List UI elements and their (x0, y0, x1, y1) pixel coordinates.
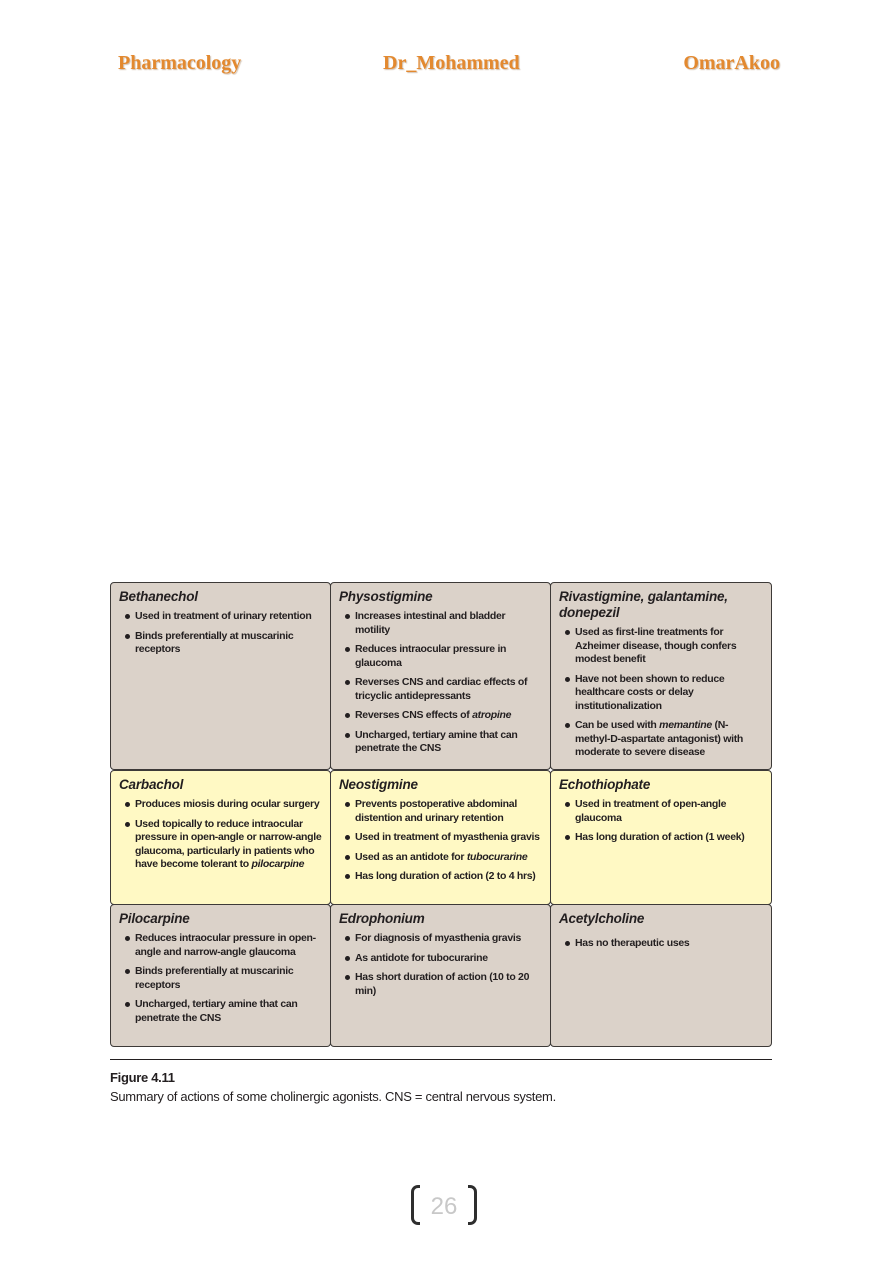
cell-edrophonium (330, 904, 551, 1047)
cell-physostigmine (330, 582, 551, 770)
page-number-box (411, 1185, 477, 1227)
cell-neostigmine (330, 770, 551, 905)
figure-caption: Summary of actions of some cholinergic agonists. CNS = central nervous system. (110, 1089, 556, 1104)
header-author-last: OmarAkoo (683, 52, 780, 74)
list-item: Reverses CNS effects of atropine (339, 709, 542, 723)
list-item: Binds preferentially at muscarinic receptors (119, 965, 322, 992)
cell-title: Pilocarpine (119, 911, 190, 926)
list-item: Used as first-line treatments for Azheimer disease, though confers modest benefit (559, 626, 763, 667)
list-item: Used in treatment of myasthenia gravis (339, 831, 542, 845)
list-item: Has no therapeutic uses (559, 937, 763, 951)
cell-echothiophate (550, 770, 772, 905)
list-item: Uncharged, tertiary amine that can penetrate the CNS (339, 729, 542, 756)
cell-carbachol (110, 770, 331, 905)
cell-acetylcholine (550, 904, 772, 1047)
list-item: Used in treatment of urinary retention (119, 610, 322, 624)
header-subject: Pharmacology (118, 52, 242, 74)
cell-bethanechol (110, 582, 331, 770)
cell-title: Neostigmine (339, 777, 418, 792)
list-item: For diagnosis of myasthenia gravis (339, 932, 542, 946)
cell-title: Carbachol (119, 777, 184, 792)
cell-title: Rivastigmine, galantamine, donepezil (559, 589, 728, 620)
figure-label: Figure 4.11 (110, 1070, 175, 1085)
list-item: Reduces intraocular pressure in open-angle and narrow-angle glaucoma (119, 932, 322, 959)
list-item: Increases intestinal and bladder motility (339, 610, 542, 637)
page-number: 26 (430, 1193, 458, 1220)
page-header (118, 52, 780, 82)
list-item: Used topically to reduce intraocular pressure in open-angle or narrow-angle glaucoma, particularly in patients who have become tolerant to pilocarpine (119, 818, 322, 872)
cell-pilocarpine (110, 904, 331, 1047)
list-item: Reverses CNS and cardiac effects of tricyclic antidepressants (339, 676, 542, 703)
list-item: Used as an antidote for tubocurarine (339, 851, 542, 865)
list-item: As antidote for tubocurarine (339, 952, 542, 966)
list-item: Have not been shown to reduce healthcare costs or delay institutionalization (559, 673, 763, 714)
list-item: Has long duration of action (1 week) (559, 831, 763, 845)
list-item: Prevents postoperative abdominal distention and urinary retention (339, 798, 542, 825)
cholinergic-summary-figure (110, 582, 772, 1047)
cell-title: Edrophonium (339, 911, 425, 926)
list-item: Can be used with memantine (N-methyl-D-aspartate antagonist) with moderate to severe disease (559, 719, 763, 760)
cell-title: Bethanechol (119, 589, 198, 604)
list-item: Has short duration of action (10 to 20 min) (339, 971, 542, 998)
list-item: Uncharged, tertiary amine that can penetrate the CNS (119, 998, 322, 1025)
cell-title: Physostigmine (339, 589, 433, 604)
header-author-first: Dr_Mohammed (383, 52, 520, 74)
list-item: Binds preferentially at muscarinic receptors (119, 630, 322, 657)
figure-divider (110, 1059, 772, 1060)
cell-rivastigmine-galantamine-donepezil (550, 582, 772, 770)
cell-title: Acetylcholine (559, 911, 645, 926)
cell-title: Echothiophate (559, 777, 651, 792)
list-item: Reduces intraocular pressure in glaucoma (339, 643, 542, 670)
list-item: Has long duration of action (2 to 4 hrs) (339, 870, 542, 884)
list-item: Used in treatment of open-angle glaucoma (559, 798, 763, 825)
list-item: Produces miosis during ocular surgery (119, 798, 322, 812)
